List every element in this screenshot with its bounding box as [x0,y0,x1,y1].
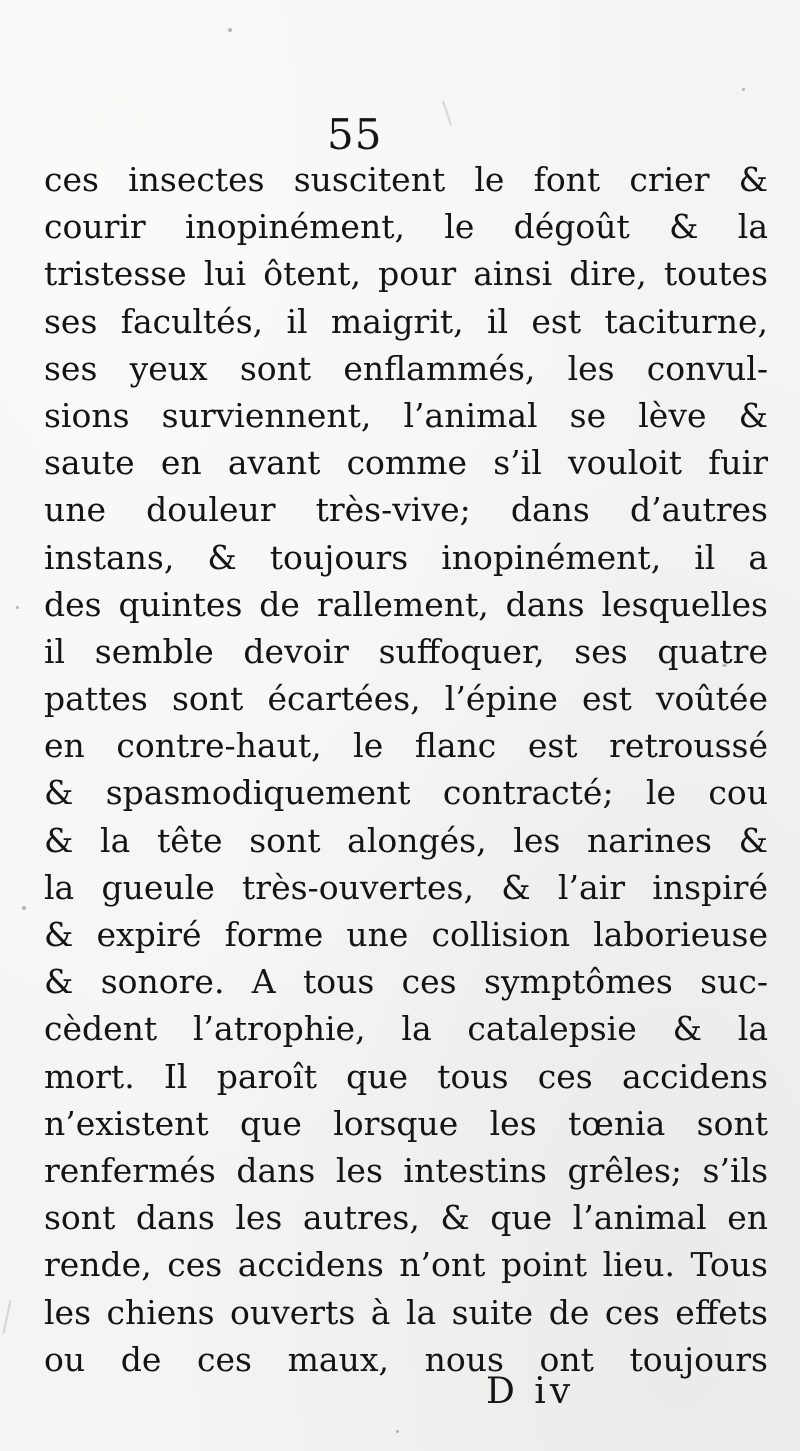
text-line: instans, & toujours inopinément, il a [44,537,768,577]
paper-speck [16,606,19,609]
page-text [44,156,768,1383]
page-number: 55 [327,110,383,159]
signature-mark: D iv [486,1371,575,1412]
text-line: n’existent que lorsque les tœnia sont [44,1103,768,1143]
text-line: rende, ces accidens n’ont point lieu. Tous [44,1245,768,1285]
paper-speck [228,28,232,32]
text-line: & sonore. A tous ces symptômes suc- [44,962,768,1002]
text-line: & la tête sont alongés, les narines & [44,820,768,860]
text-line: ou de ces maux, nous ont toujours [44,1339,768,1379]
text-line: cèdent l’atrophie, la catalepsie & la [44,1009,768,1049]
text-line: les chiens ouverts à la suite de ces effets [44,1292,768,1332]
text-line: ses facultés, il maigrit, il est taciturne, [44,301,768,341]
text-line: des quintes de rallement, dans lesquelles [44,584,768,624]
text-line: pattes sont écartées, l’épine est voûtée [44,679,768,719]
text-line: une douleur très-vive; dans d’autres [44,490,768,530]
paper-speck [22,906,26,910]
text-line: ses yeux sont enflammés, les convul- [44,348,768,388]
text-line: la gueule très-ouvertes, & l’air inspiré [44,867,768,907]
text-line: en contre-haut, le flanc est retroussé [44,726,768,766]
paper-scratch [2,1300,11,1334]
text-line: tristesse lui ôtent, pour ainsi dire, toutes [44,254,768,294]
text-line: sont dans les autres, & que l’animal en [44,1198,768,1238]
text-line: courir inopinément, le dégoût & la [44,207,768,247]
text-line: & expiré forme une collision laborieuse [44,915,768,954]
text-line: & spasmodiquement contracté; le cou [44,773,768,813]
paper-scratch [442,100,452,125]
paper-speck [396,1430,399,1433]
text-line: sions surviennent, l’animal se lève & [44,395,768,435]
text-line: renfermés dans les intestins grêles; s’ils [44,1150,768,1190]
paper-speck [742,88,745,91]
text-line: ces insectes suscitent le font crier & [44,160,768,199]
text-line: mort. Il paroît que tous ces accidens [44,1056,768,1096]
text-line: saute en avant comme s’il vouloit fuir [44,443,768,483]
text-line: il semble devoir suffoquer, ses quatre [44,631,768,671]
